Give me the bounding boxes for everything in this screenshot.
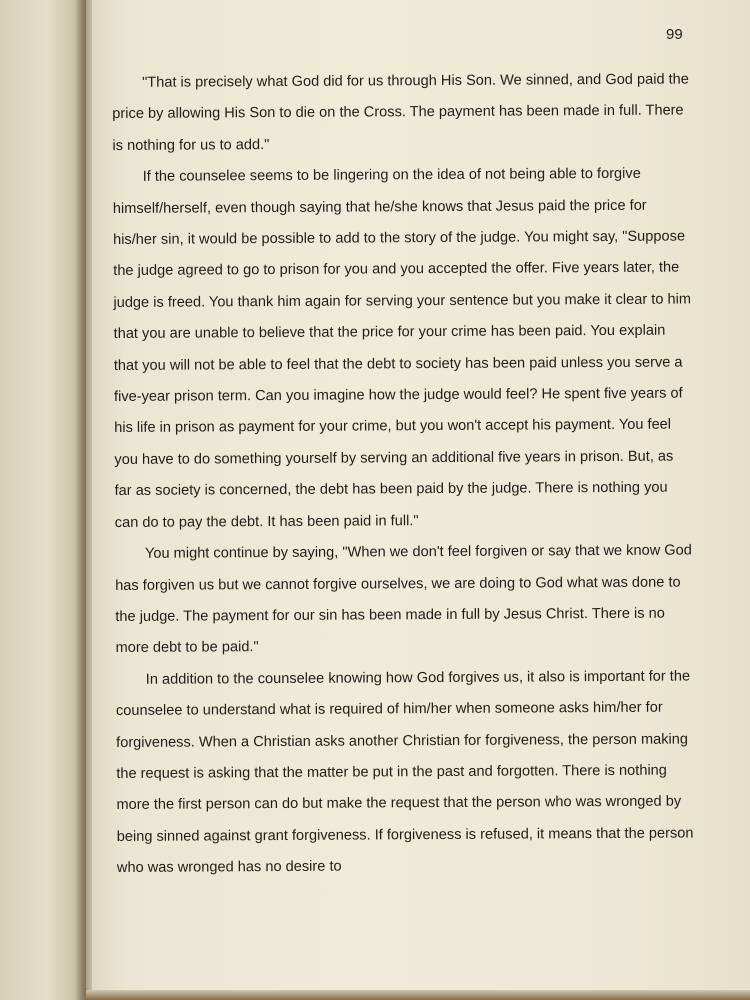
body-text xyxy=(112,64,695,884)
paragraph-4: In addition to the counselee knowing how God forgives us, it also is important for the counselee to understand what is required of him/her when someone asks him/her for forgiveness. When a Christian asks another Christian for forgiveness, the person making the request is asking that the matter be put in the past and forgotten. There is nothing more the first person can do but make the request that the person who was wronged by being sinned against grant forgiveness. If forgiveness is refused, it means that the person who was wronged has no desire to xyxy=(115,668,694,877)
paragraph-3: You might continue by saying, "When we don't feel forgiven or say that we know God has forgiven us but we cannot forgive ourselves, we are doing to God what was done to the judge. The payment for our sin has been made in full by Jesus Christ. There is no more debt to be paid." xyxy=(115,542,692,657)
gutter-shadow xyxy=(74,0,92,1000)
page-number: 99 xyxy=(666,26,683,43)
paragraph-1: "That is precisely what God did for us through His Son. We sinned, and God paid the price by allowing His Son to die on the Cross. The payment has been made in full. There is nothing for us to add." xyxy=(112,71,689,154)
paragraph-2: If the counselee seems to be lingering on the idea of not being able to forgive himself/herself, even though saying that he/she knows that Jesus paid the price for his/her sin, it would be possible to add to the story of the judge. You might say, "Suppose the judge agreed to go to prison for you and you accepted the offer. Five years later, the judge is freed. You thank him again for serving your sentence but you make it clear to him that you are unable to believe that the price for your crime has been paid. You explain that you will not be able to feel that the debt to society has been paid unless you serve a five-year prison term. Can you imagine how the judge would feel? He spent five years of his life in prison as payment for your crime, but you won't accept his payment. You feel you have to do something yourself by serving an additional five years in prison. But, as far as society is concerned, the debt has been paid by the judge. There is nothing you can do to pay the debt. It has been paid in full." xyxy=(112,165,692,531)
page-bottom-edge xyxy=(86,990,750,1000)
